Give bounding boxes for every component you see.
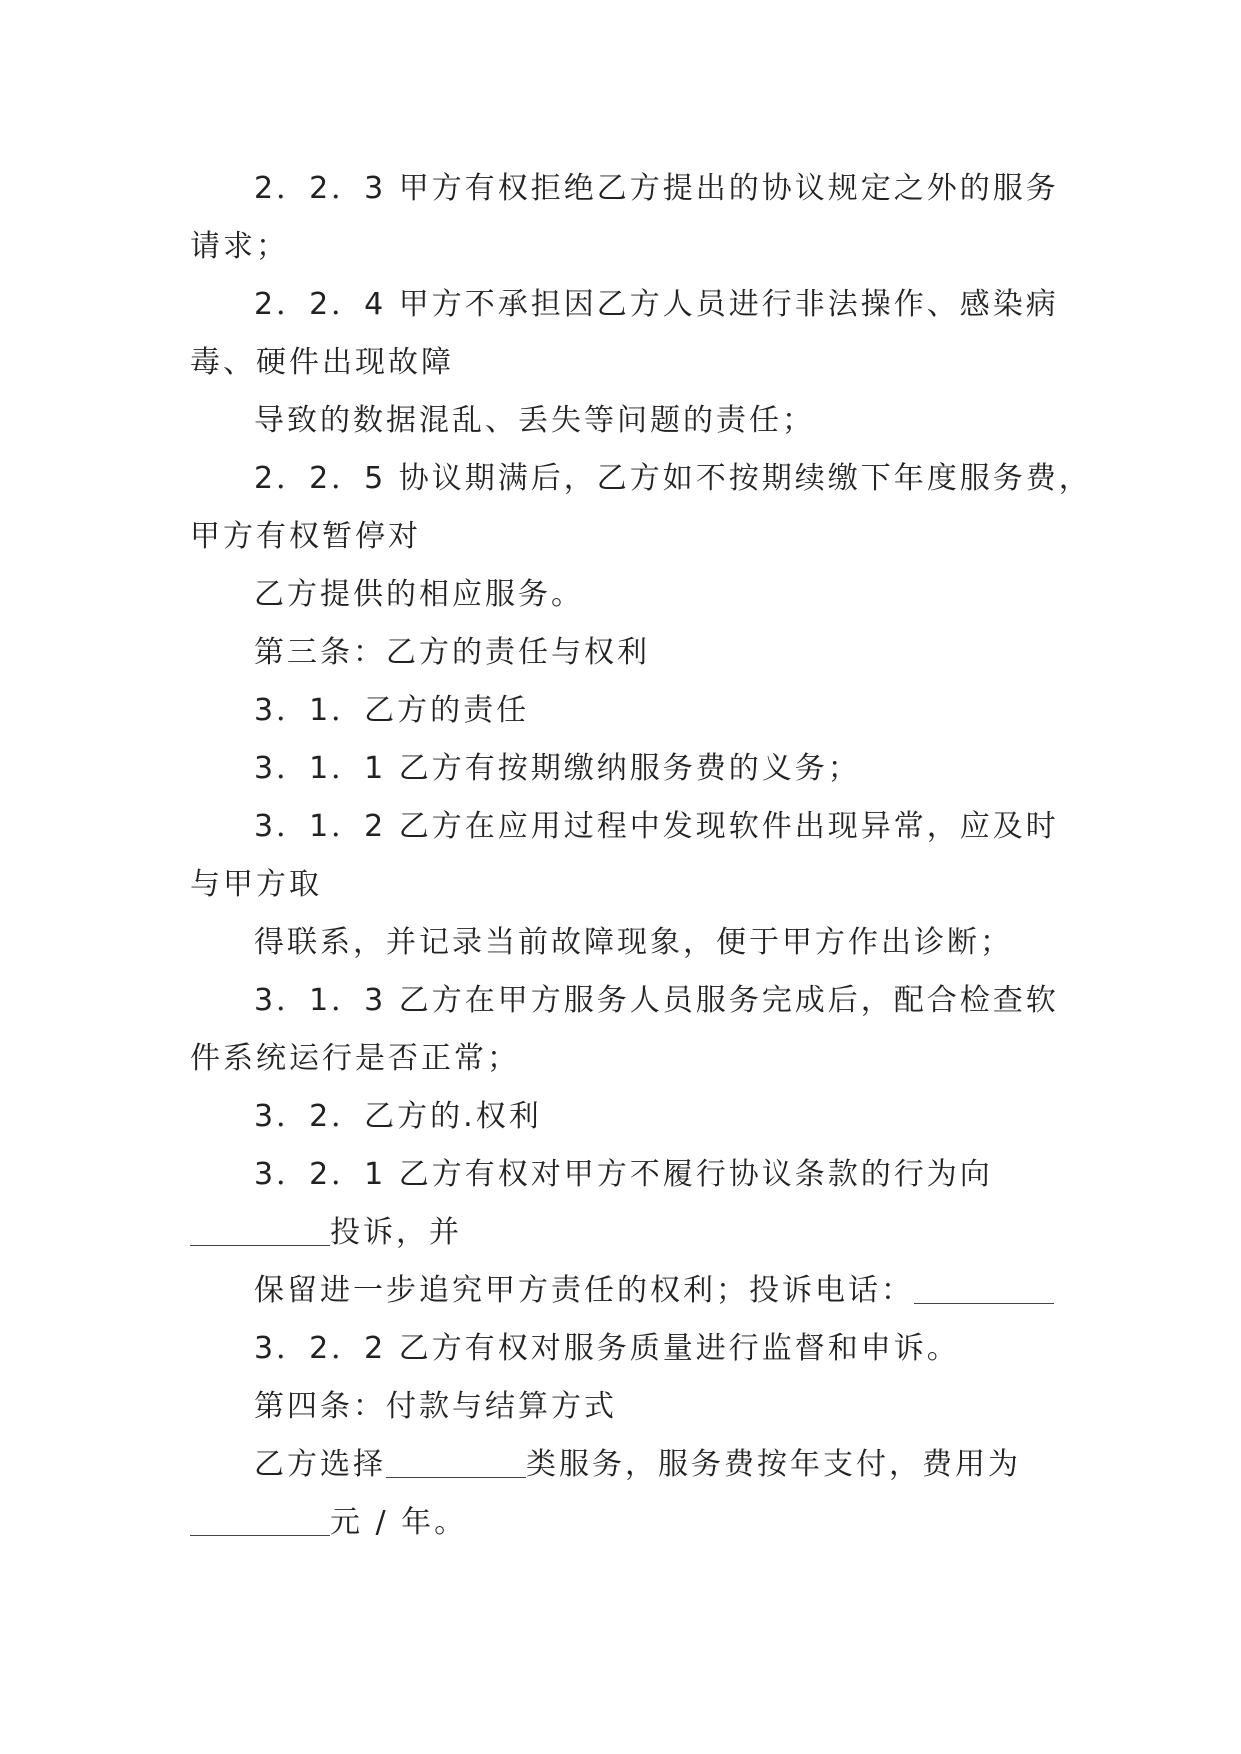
clause-2-2-5-cont: 甲方有权暂停对 (190, 519, 421, 554)
fill-blank (914, 1273, 1054, 1304)
clause-3-1-2-cont2: 得联系，并记录当前故障现象，便于甲方作出诊断； (254, 925, 1013, 960)
clause-3-2-1-cont-text: 投诉，并 (330, 1215, 462, 1250)
clause-3-2-1-cont (190, 1204, 1060, 1262)
clause-3-2-1-cont2 (190, 1262, 1060, 1320)
clause-3-2-1-cont2-text: 保留进一步追究甲方责任的权利；投诉电话： (254, 1273, 914, 1308)
document-body (190, 160, 1092, 1552)
clause-2-2-4-cont2: 导致的数据混乱、丢失等问题的责任； (254, 403, 815, 438)
clause-3-1-3: 3．1．3 乙方在甲方服务人员服务完成后，配合检查软 (254, 983, 1059, 1018)
article-4-heading: 第四条：付款与结算方式 (254, 1389, 617, 1424)
clause-2-2-3: 2．2．3 甲方有权拒绝乙方提出的协议规定之外的服务 (254, 171, 1059, 206)
payment-line-text-1: 乙方选择 (254, 1447, 386, 1482)
payment-line-cont (190, 1494, 1060, 1552)
clause-3-2: 3．2．乙方的.权利 (254, 1099, 542, 1134)
payment-line-text-2: 类服务，服务费按年支付，费用为 (526, 1447, 1021, 1482)
clause-2-2-4-cont: 毒、硬件出现故障 (190, 345, 454, 380)
fill-blank (190, 1505, 330, 1536)
clause-2-2-4: 2．2．4 甲方不承担因乙方人员进行非法操作、感染病 (254, 287, 1059, 322)
fill-blank (386, 1447, 526, 1478)
clause-3-1: 3．1．乙方的责任 (254, 693, 530, 728)
fill-blank (190, 1215, 330, 1246)
clause-2-2-5-cont2: 乙方提供的相应服务。 (254, 577, 584, 612)
clause-3-1-2-cont: 与甲方取 (190, 867, 322, 902)
article-3-heading: 第三条：乙方的责任与权利 (254, 635, 650, 670)
clause-2-2-5: 2．2．5 协议期满后，乙方如不按期续缴下年度服务费， (254, 461, 1092, 496)
clause-3-1-3-cont: 件系统运行是否正常； (190, 1041, 520, 1076)
clause-3-1-1: 3．1．1 乙方有按期缴纳服务费的义务； (254, 751, 861, 786)
payment-line-cont-text: 元 / 年。 (330, 1505, 468, 1540)
payment-line (190, 1436, 1060, 1494)
clause-3-1-2: 3．1．2 乙方在应用过程中发现软件出现异常，应及时 (254, 809, 1059, 844)
clause-3-2-1: 3．2．1 乙方有权对甲方不履行协议条款的行为向 (254, 1157, 993, 1192)
clause-2-2-3-cont: 请求； (190, 229, 289, 264)
clause-3-2-2: 3．2．2 乙方有权对服务质量进行监督和申诉。 (254, 1331, 960, 1366)
